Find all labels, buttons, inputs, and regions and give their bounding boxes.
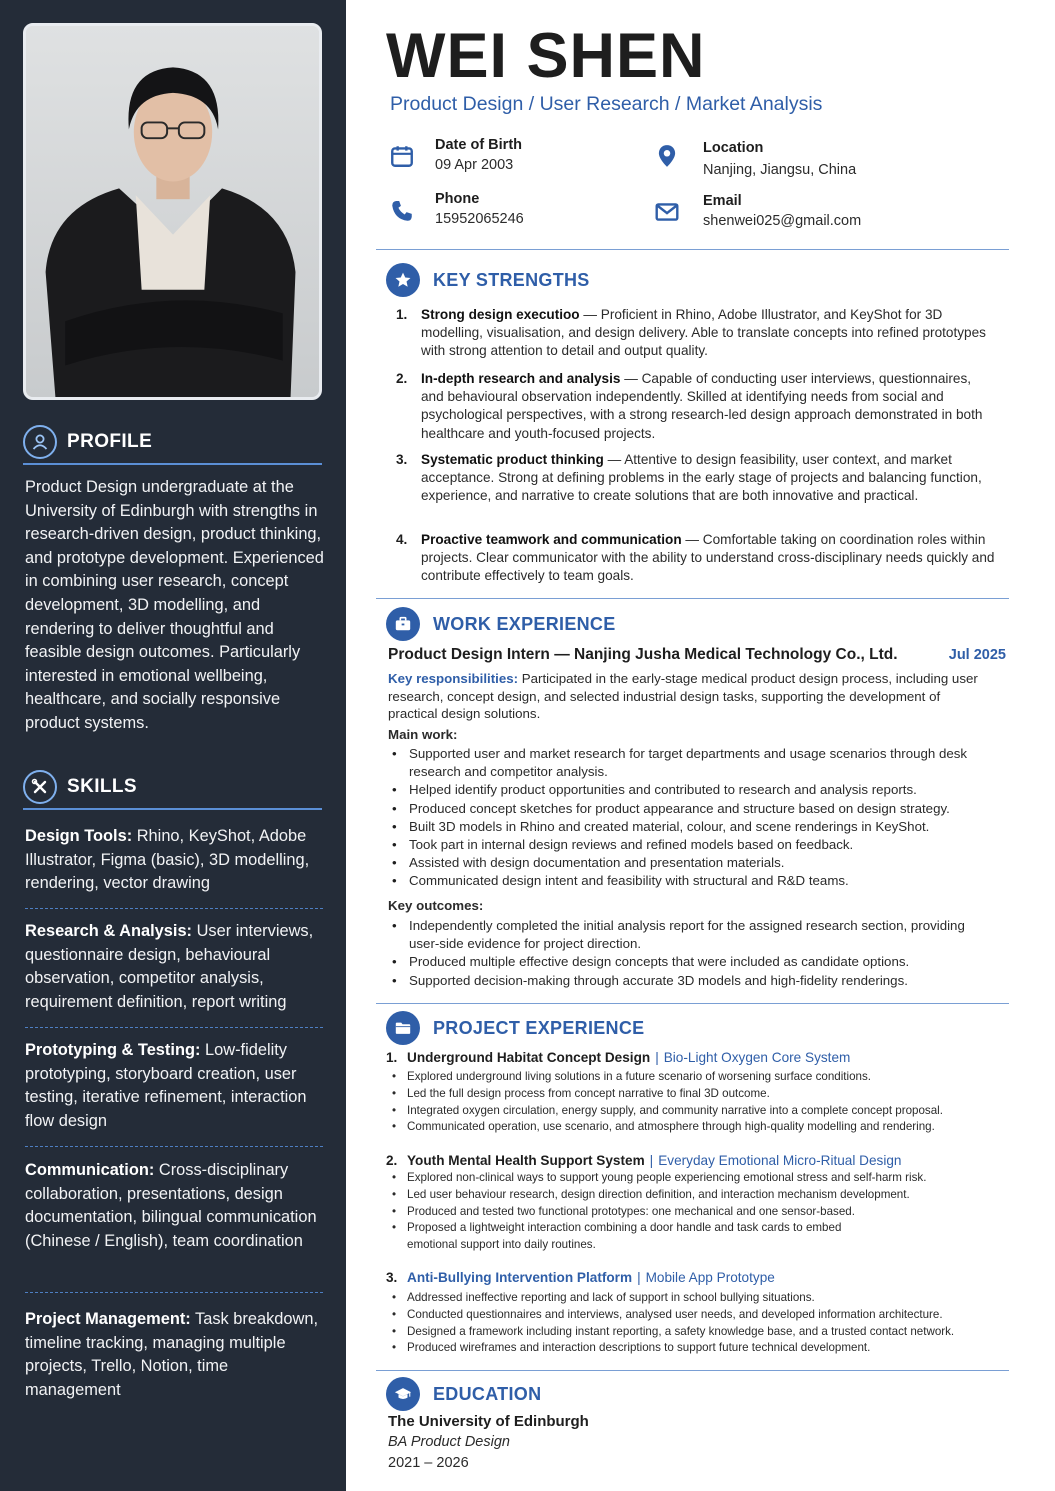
strength-text: — Capable of conducting user interviews, questionnaires, and behavioural observation independently. Skilled at identifying needs from social and psychological perspectives, with a strong research-led design approach demonstrated in both healthcare and youth-focused projects. [421, 371, 983, 441]
list-item: • Independently completed the initial analysis report for the assigned research section, providing user-side evidence for project direction. [392, 917, 992, 953]
project-number: 1. [386, 1050, 398, 1065]
job-role: Product Design Intern — Nanjing Jusha Medical Technology Co., Ltd. [388, 646, 898, 663]
star-icon [386, 263, 420, 297]
skill-prototyping-testing [25, 1039, 325, 1133]
list-item: • Led the full design process from concept narrative to final 3D outcome. [392, 1086, 992, 1103]
strength-number: 2. [396, 371, 408, 386]
email-link[interactable]: shenwei025@gmail.com [703, 213, 862, 229]
list-item: • Proposed a lightweight interaction combining a door handle and task cards to embed emotional support into daily routines. [392, 1220, 892, 1254]
candidate-subtitle: Product Design / User Research / Market Analysis [390, 93, 823, 115]
education-degree: BA Product Design [388, 1434, 510, 1450]
strength-text: — Attentive to design feasibility, user context, and market acceptance. Strong at defining problems in the early stage of projects and balancing function, experience, and narrative to create solutions that are both innovative and practical. [421, 452, 982, 504]
project-subtitle: Bio-Light Oxygen Core System [663, 1050, 851, 1065]
profile-photo [23, 23, 322, 400]
education-school: The University of Edinburgh [388, 1413, 589, 1430]
skill-communication [25, 1159, 325, 1253]
strengths-header [386, 263, 590, 297]
strengths-title: KEY STRENGTHS [433, 269, 590, 290]
main-work-list [392, 745, 992, 891]
project-subtitle: Everyday Emotional Micro-Ritual Design [658, 1153, 902, 1168]
list-item: • Supported user and market research for target departments and usage scenarios through desk research and competitor analysis. [392, 745, 992, 781]
project-number: 2. [386, 1153, 398, 1168]
profile-text: Product Design undergraduate at the University of Edinburgh with strengths in research-driven design, product thinking, and prototype development. Experienced in combining user research, concept development, 3D modelling, and rendering to deliver thoughtful and feasible design outcomes. Particularly interested in emotional wellbeing, healthcare, and socially responsive product systems. [25, 478, 324, 732]
list-item: • Communicated design intent and feasibility with structural and R&D teams. [392, 872, 992, 890]
list-item: • Took part in internal design reviews and refined models based on feedback. [392, 836, 992, 854]
skill-text: User interviews, questionnaire design, behavioural observation, competitor analysis, requirement definition, report writing [25, 922, 314, 1011]
dob-label: Date of Birth [435, 137, 522, 153]
briefcase-icon [386, 607, 420, 641]
projects-header [386, 1011, 644, 1045]
strength-item [396, 531, 996, 586]
folder-icon [386, 1011, 420, 1045]
job-date: Jul 2025 [948, 647, 1006, 663]
list-item: • Produced wireframes and interaction descriptions to support future technical development. [392, 1340, 992, 1357]
education-header [386, 1377, 541, 1411]
project-separator: | [655, 1050, 659, 1065]
skill-label: Communication: [25, 1161, 155, 1179]
skill-design-tools [25, 825, 325, 896]
skills-header [23, 766, 322, 810]
key-outcomes-list [392, 917, 992, 990]
project-name: Underground Habitat Concept Design [407, 1050, 651, 1065]
work-title: WORK EXPERIENCE [433, 613, 616, 634]
strength-number: 3. [396, 452, 408, 467]
skill-label: Project Management: [25, 1310, 191, 1328]
candidate-name: WEI SHEN [386, 21, 706, 91]
project-separator: | [649, 1153, 654, 1168]
skill-label: Research & Analysis: [25, 922, 193, 940]
list-item: • Built 3D models in Rhino and created material, colour, and scene renderings in KeyShot. [392, 818, 992, 836]
list-item: • Addressed ineffective reporting and lack of support in school bullying situations. [392, 1290, 992, 1307]
responsibilities-label: Key responsibilities: [388, 671, 519, 686]
skill-label: Prototyping & Testing: [25, 1041, 201, 1059]
strength-number: 1. [396, 307, 408, 322]
dob-value: 09 Apr 2003 [435, 157, 514, 173]
skills-title: SKILLS [67, 776, 137, 797]
envelope-icon [653, 198, 681, 226]
project-name: Youth Mental Health Support System [407, 1153, 645, 1168]
profile-title: PROFILE [67, 431, 153, 452]
list-item: • Explored underground living solutions in a future scenario of worsening surface conditions. [392, 1069, 992, 1086]
strength-text: — Proficient in Rhino, Adobe Illustrator, and KeyShot for 3D modelling, visualisation, and design delivery. Able to translate concepts into refined prototypes with strong attention to detail and output quality. [421, 307, 986, 359]
portrait-image [26, 26, 319, 397]
skill-text: Low-fidelity prototyping, storyboard creation, user testing, iterative refinement, interaction flow design [25, 1041, 307, 1130]
strength-title: Strong design executioo [421, 307, 580, 322]
project-bullets [392, 1290, 992, 1357]
skill-text: Cross-disciplinary collaboration, presentations, design documentation, bilingual communication (Chinese / English), team coordination [25, 1161, 317, 1250]
profile-header [23, 421, 322, 465]
list-item: • Produced concept sketches for product appearance and structure based on design strategy. [392, 800, 992, 818]
phone-value: 15952065246 [435, 211, 524, 227]
list-item: • Led user behaviour research, design direction definition, and interaction mechanism development. [392, 1187, 992, 1204]
list-item: • Assisted with design documentation and presentation materials. [392, 854, 992, 872]
main-work-label: Main work: [388, 727, 458, 742]
skill-research-analysis [25, 920, 325, 1014]
work-header [386, 607, 616, 641]
skill-label: Design Tools: [25, 827, 133, 845]
calendar-icon [388, 142, 416, 170]
skill-text: Task breakdown, timeline tracking, managing multiple projects, Trello, Notion, time management [25, 1310, 319, 1399]
strength-item [396, 370, 996, 443]
user-icon [23, 425, 57, 459]
list-item: • Supported decision-making through accurate 3D models and high-fidelity renderings. [392, 972, 992, 990]
strength-title: In-depth research and analysis [421, 371, 621, 386]
list-item: • Produced multiple effective design concepts that were included as candidate options. [392, 953, 992, 971]
list-item: • Explored non-clinical ways to support young people experiencing emotional stress and self-harm risk. [392, 1170, 992, 1187]
tools-icon [23, 770, 57, 804]
divider [376, 598, 1009, 599]
list-item: • Helped identify product opportunities and contributed to research and analysis reports. [392, 781, 992, 799]
projects-title: PROJECT EXPERIENCE [433, 1017, 645, 1038]
list-item: • Integrated oxygen circulation, energy supply, and community narrative into a complete concept proposal. [392, 1103, 992, 1120]
project-subtitle: Mobile App Prototype [645, 1270, 775, 1285]
phone-label: Phone [435, 191, 480, 207]
skill-divider [25, 1027, 323, 1028]
sidebar [0, 0, 346, 1491]
project-title [386, 1270, 775, 1285]
list-item: • Produced and tested two functional prototypes: one mechanical and one sensor-based. [392, 1204, 992, 1221]
job-responsibilities [388, 670, 988, 723]
strength-number: 4. [396, 532, 408, 547]
strength-title: Proactive teamwork and communication [421, 532, 682, 547]
education-title: EDUCATION [433, 1383, 542, 1404]
list-item: • Communicated operation, use scenario, and atmosphere through high-quality modelling and rendering. [392, 1119, 992, 1136]
strength-text: — Comfortable taking on coordination roles within projects. Clear communicator with the ability to understand cross-disciplinary needs quickly and contribute effectively to team goals. [421, 532, 995, 584]
key-outcomes-label: Key outcomes: [388, 898, 484, 913]
phone-icon [388, 197, 416, 225]
graduation-cap-icon [386, 1377, 420, 1411]
location-value: Nanjing, Jiangsu, China [703, 162, 857, 178]
divider [376, 249, 1009, 250]
strength-item [396, 451, 996, 506]
project-title [386, 1153, 901, 1168]
email-label: Email [703, 193, 742, 209]
list-item: • Designed a framework including instant reporting, a safety knowledge base, and a trusted contact network. [392, 1324, 992, 1341]
map-pin-icon [653, 142, 681, 170]
project-separator: | [637, 1270, 641, 1285]
divider [376, 1370, 1009, 1371]
responsibilities-text: Participated in the early-stage medical product design process, including user research, concept design, and selected industrial design tasks, supporting the development of practical design solutions. [388, 671, 978, 721]
strength-item [396, 306, 996, 361]
divider [376, 1003, 1009, 1004]
project-name: Anti-Bullying Intervention Platform [407, 1270, 633, 1285]
project-title [386, 1050, 850, 1065]
skill-divider [25, 1292, 323, 1293]
skill-divider [25, 1146, 323, 1147]
skill-divider [25, 908, 323, 909]
location-label: Location [703, 140, 764, 156]
project-bullets [392, 1069, 992, 1136]
project-bullets [392, 1170, 927, 1254]
education-years: 2021 – 2026 [388, 1455, 469, 1471]
skill-project-management [25, 1308, 325, 1402]
strength-title: Systematic product thinking [421, 452, 604, 467]
list-item: • Conducted questionnaires and interviews, analysed user needs, and developed information architecture. [392, 1307, 992, 1324]
project-number: 3. [386, 1270, 398, 1285]
skill-text: Rhino, KeyShot, Adobe Illustrator, Figma (basic), 3D modelling, rendering, vector drawing [25, 827, 310, 893]
